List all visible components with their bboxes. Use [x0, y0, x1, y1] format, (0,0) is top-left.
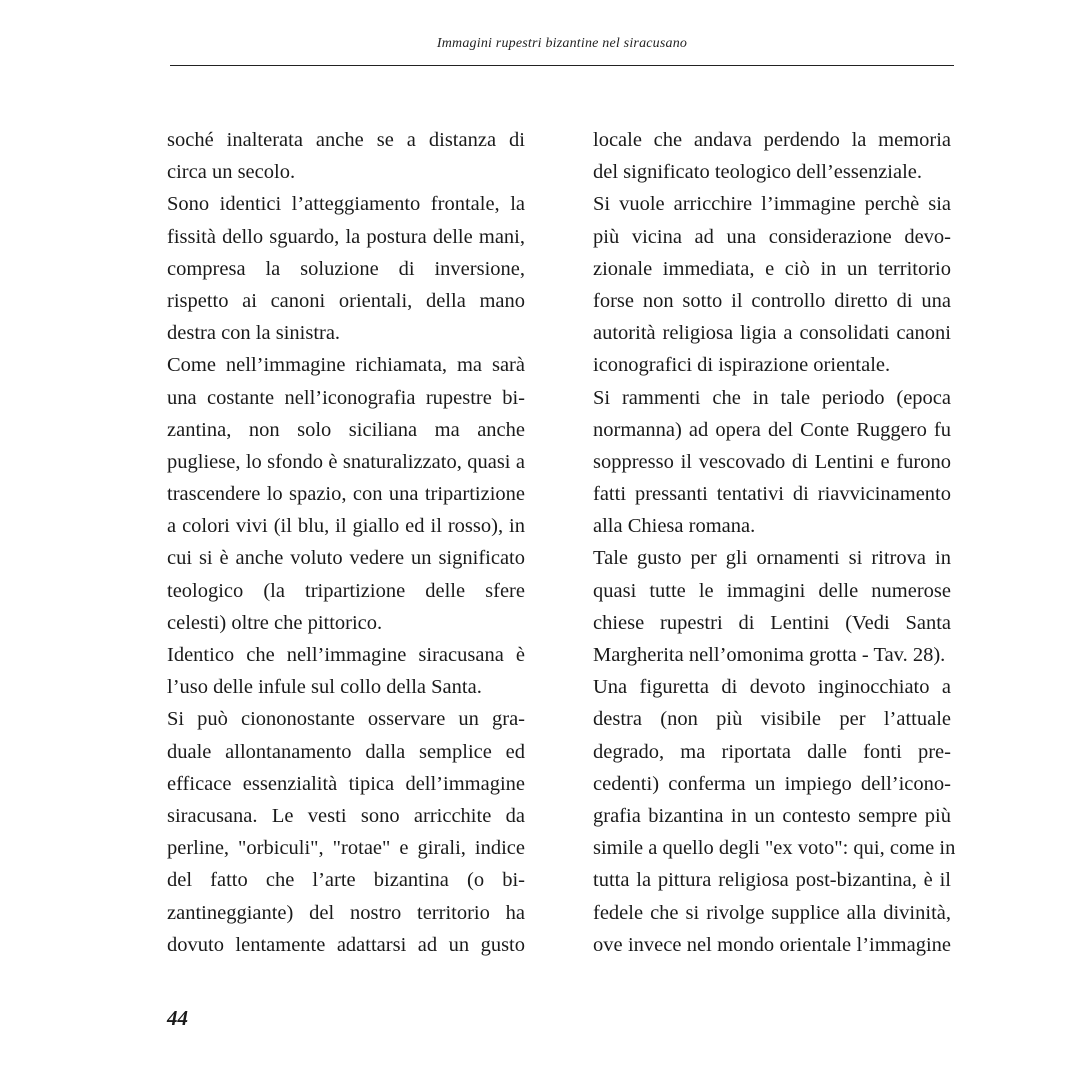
text-line: soppresso il vescovado di Lentini e furono — [593, 450, 951, 473]
left-text-column — [167, 124, 525, 961]
text-line: trascendere lo spazio, con una tripartizione — [167, 483, 525, 506]
text-line: efficace essenzialità tipica dell’immagine — [167, 772, 525, 795]
text-line: fissità dello sguardo, la postura delle mani, — [167, 225, 525, 248]
text-line: siracusana. Le vesti sono arricchite da — [167, 804, 525, 827]
text-line: ove invece nel mondo orientale l’immagine — [593, 933, 951, 956]
text-line: soché inalterata anche se a distanza di — [167, 129, 525, 151]
header-rule — [170, 65, 954, 66]
text-line: Si vuole arricchire l’immagine perchè sia — [593, 193, 951, 216]
text-line: a colori vivi (il blu, il giallo ed il rosso), in — [167, 515, 525, 538]
text-line: una costante nell’iconografia rupestre bi- — [167, 386, 525, 409]
text-line: Sono identici l’atteggiamento frontale, la — [167, 193, 525, 216]
text-line: destra con la sinistra. — [167, 322, 341, 345]
text-line: iconografici di ispirazione orientale. — [593, 354, 891, 377]
text-line: del fatto che l’arte bizantina (o bi- — [167, 869, 525, 892]
text-line: fatti pressanti tentativi di riavvicinamento — [593, 483, 951, 506]
text-line: autorità religiosa ligia a consolidati canoni — [593, 322, 951, 345]
text-line: cedenti) conferma un impiego dell’icono- — [593, 772, 951, 795]
text-line: normanna) ad opera del Conte Ruggero fu — [593, 418, 951, 441]
text-line: alla Chiesa romana. — [593, 515, 756, 538]
page-number: 44 — [167, 1006, 188, 1030]
text-line: degrado, ma riportata dalle fonti pre- — [593, 740, 951, 763]
text-line: zantina, non solo siciliana ma anche — [167, 418, 525, 441]
text-line: del significato teologico dell’essenziale. — [593, 161, 923, 184]
text-line: Come nell’immagine richiamata, ma sarà — [167, 354, 525, 377]
text-line: zionale immediata, e ciò in un territorio — [593, 257, 951, 280]
right-text-column — [593, 124, 956, 961]
text-line: pugliese, lo sfondo è snaturalizzato, quasi a — [167, 450, 525, 473]
text-line: grafia bizantina in un contesto sempre più — [593, 804, 951, 827]
text-line: celesti) oltre che pittorico. — [167, 611, 383, 634]
text-line: dovuto lentamente adattarsi ad un gusto — [167, 933, 525, 956]
text-line: Si rammenti che in tale periodo (epoca — [593, 386, 951, 409]
text-line: più vicina ad una considerazione devo- — [593, 225, 951, 248]
text-line: fedele che si rivolge supplice alla divinità, — [593, 901, 951, 924]
text-line: teologico (la tripartizione delle sfere — [167, 579, 525, 602]
text-line: quasi tutte le immagini delle numerose — [593, 579, 951, 602]
text-line: Identico che nell’immagine siracusana è — [167, 644, 525, 666]
text-line: Si può ciononostante osservare un gra- — [167, 708, 525, 731]
text-line: duale allontanamento dalla semplice ed — [167, 740, 525, 763]
text-line: circa un secolo. — [167, 161, 296, 184]
text-line: locale che andava perdendo la memoria — [593, 129, 951, 151]
text-line: tutta la pittura religiosa post-bizantina, è il — [593, 869, 951, 892]
text-line: Una figuretta di devoto inginocchiato a — [593, 676, 951, 699]
text-line: Margherita nell’omonima grotta - Tav. 28). — [593, 644, 946, 666]
text-line: zantineggiante) del nostro territorio ha — [167, 901, 525, 924]
text-line: compresa la soluzione di inversione, — [167, 257, 525, 280]
text-line: simile a quello degli "ex voto": qui, come in — [593, 837, 956, 860]
text-line: forse non sotto il controllo diretto di una — [593, 289, 951, 312]
running-head: Immagini rupestri bizantine nel siracusano — [436, 36, 688, 51]
text-line: destra (non più visibile per l’attuale — [593, 708, 951, 731]
text-line: Tale gusto per gli ornamenti si ritrova in — [593, 547, 951, 570]
text-line: rispetto ai canoni orientali, della mano — [167, 289, 525, 312]
text-line: l’uso delle infule sul collo della Santa. — [167, 676, 482, 699]
text-line: cui si è anche voluto vedere un significato — [167, 547, 525, 570]
text-line: chiese rupestri di Lentini (Vedi Santa — [593, 611, 951, 634]
text-line: perline, "orbiculi", "rotae" e girali, indice — [167, 837, 525, 860]
